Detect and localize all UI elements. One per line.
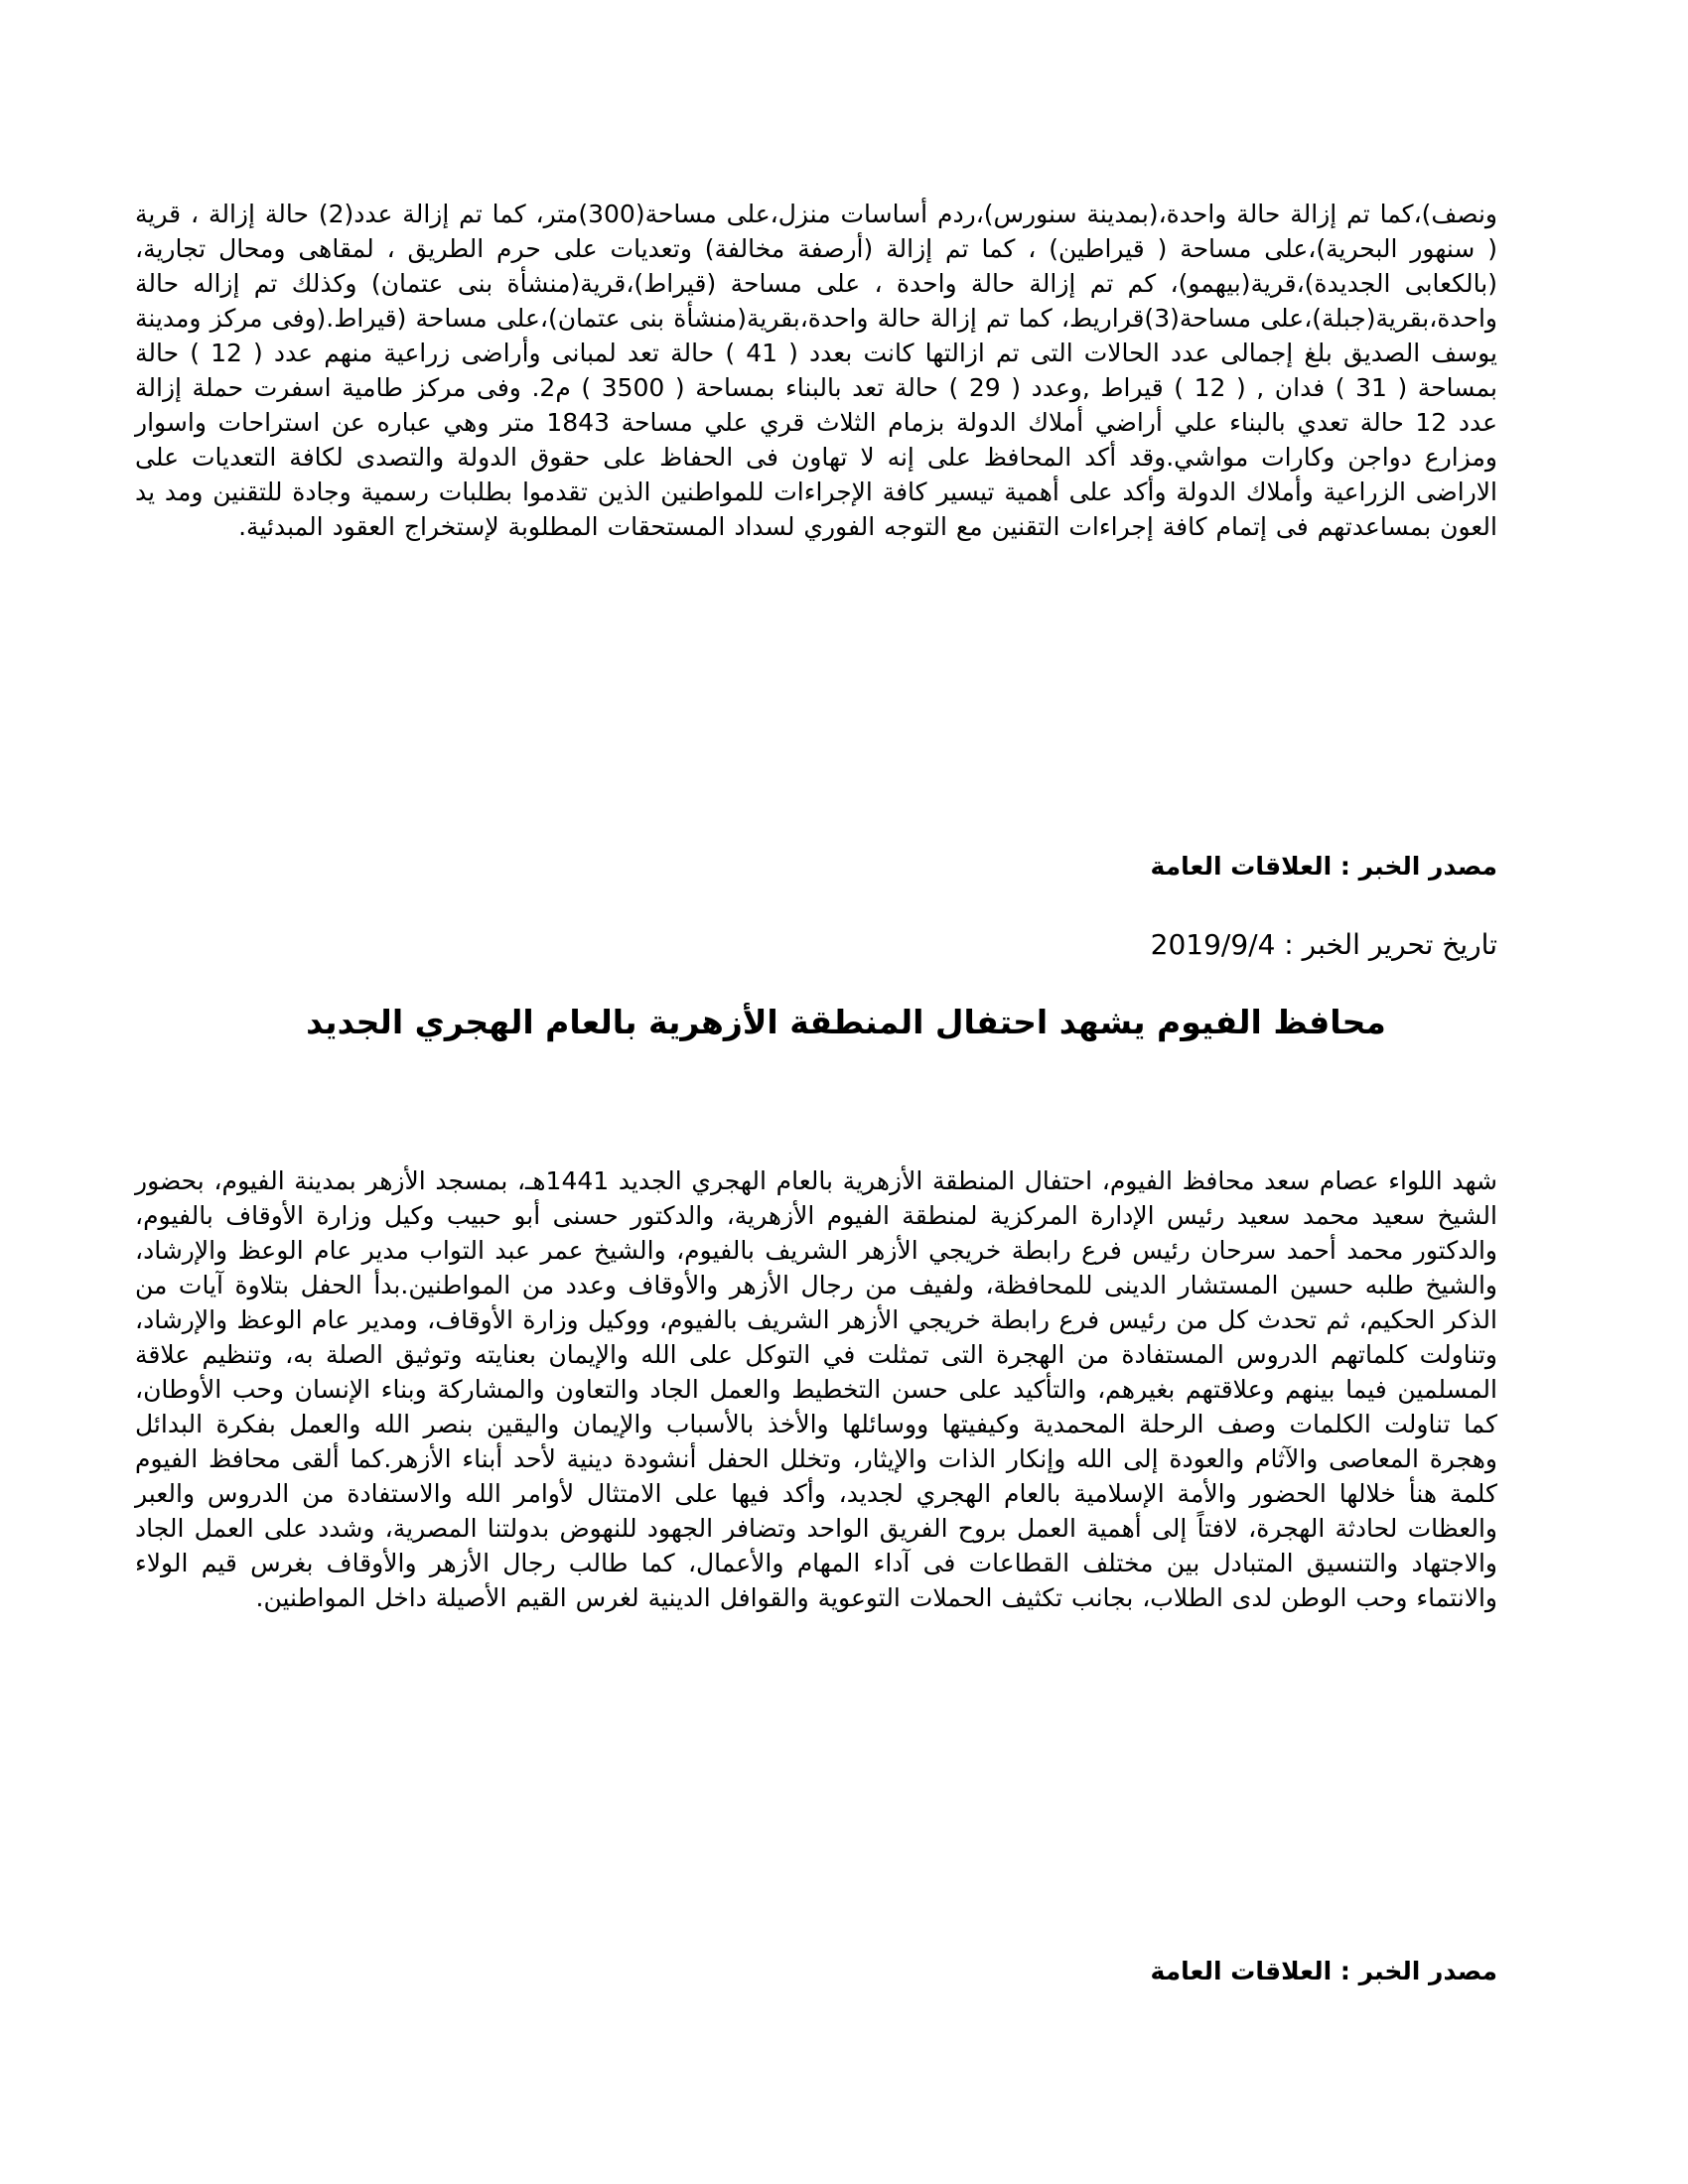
- article-1-source: مصدر الخبر : العلاقات العامة: [1150, 852, 1497, 881]
- article-1-body: ونصف)،كما تم إزالة حالة واحدة،(بمدينة سنورس)،ردم أساسات منزل،على مساحة(300)متر، كما تم إزالة عدد(2) حالة إزالة ، قرية ( سنهور البحرية)،على مساحة ( قيراطين) ، كما تم إزالة (أرصفة مخالفة) وتعديات على حرم الطريق ، لمقاهى ومحال تجارية،(بالكعابى الجديدة)،قرية(بيهمو)، كم تم إزالة حالة واحدة ، على مساحة (قيراط)،قرية(منشأة بنى عتمان) وكذلك تم إزاله حالة واحدة،بقرية(جبلة)،على مساحة(3)قراريط، كما تم إزالة حالة واحدة،بقرية(منشأة بنى عتمان)،على مساحة (قيراط.(وفى مركز ومدينة يوسف الصديق بلغ إجمالى عدد الحالات التى تم ازالتها كانت بعدد ( 41 ) حالة تعد لمبانى وأراضى زراعية منهم عدد ( 12 ) حالة بمساحة ( 31 ) فدان , ( 12 ) قيراط ,وعدد ( 29 ) حالة تعد بالبناء بمساحة ( 3500 ) م2. وفى مركز طامية اسفرت حملة إزالة عدد 12 حالة تعدي بالبناء علي أراضي أملاك الدولة بزمام الثلاث قري علي مساحة 1843 متر وهي عباره عن استراحات واسوار ومزارع دواجن وكارات مواشي.وقد أكد المحافظ على إنه لا تهاون فى الحفاظ على حقوق الدولة والتصدى لكافة التعديات على الاراضى الزراعية وأملاك الدولة وأكد على أهمية تيسير كافة الإجراءات للمواطنين الذين تقدموا بطلبات رسمية وجادة للتقنين ومد يد العون بمساعدتهم فى إتمام كافة إجراءات التقنين مع التوجه الفوري لسداد المستحقات المطلوبة لإستخراج العقود المبدئية.: [135, 200, 1498, 541]
- article-2-body: شهد اللواء عصام سعد محافظ الفيوم، احتفال المنطقة الأزهرية بالعام الهجري الجديد 1441هـ، بمسجد الأزهر بمدينة الفيوم، بحضور الشيخ سعيد محمد سعيد رئيس الإدارة المركزية لمنطقة الفيوم الأزهرية، والدكتور حسنى أبو حبيب وكيل وزارة الأوقاف بالفيوم، والدكتور محمد أحمد سرحان رئيس فرع رابطة خريجي الأزهر الشريف بالفيوم، والشيخ عمر عبد التواب مدير عام الوعظ والإرشاد، والشيخ طلبه حسين المستشار الدينى للمحافظة، ولفيف من رجال الأزهر والأوقاف وعدد من المواطنين.بدأ الحفل بتلاوة آيات من الذكر الحكيم، ثم تحدث كل من رئيس فرع رابطة خريجي الأزهر الشريف بالفيوم، ووكيل وزارة الأوقاف، ومدير عام الوعظ والإرشاد، وتناولت كلماتهم الدروس المستفادة من الهجرة التى تمثلت في التوكل على الله والإيمان بعنايته وتوثيق الصلة به، وتنظيم علاقة المسلمين فيما بينهم وعلاقتهم بغيرهم، والتأكيد على حسن التخطيط والعمل الجاد والتعاون والمشاركة وبناء الإنسان وحب الأوطان، كما تناولت الكلمات وصف الرحلة المحمدية وكيفيتها ووسائلها والأخذ بالأسباب والإيمان واليقين بنصر الله والعمل بفكرة البدائل وهجرة المعاصى والآثام والعودة إلى الله وإنكار الذات والإيثار، وتخلل الحفل أنشودة دينية لأحد أبناء الأزهر.كما ألقى محافظ الفيوم كلمة هنأ خلالها الحضور والأمة الإسلامية بالعام الهجري لجديد، وأكد فيها على الامتثال لأوامر الله والاستفادة من الدروس والعبر والعظات لحادثة الهجرة، لافتاً إلى أهمية العمل بروح الفريق الواحد وتضافر الجهود للنهوض بدولتنا المصرية، وشدد على العمل الجاد والاجتهاد والتنسيق المتبادل بين مختلف القطاعات فى آداء المهام والأعمال، كما طالب رجال الأزهر والأوقاف بغرس قيم الولاء والانتماء وحب الوطن لدى الطلاب، بجانب تكثيف الحملات التوعوية والقوافل الدينية لغرس القيم الأصيلة داخل المواطنين.: [135, 1166, 1497, 1612]
- article-1-date: تاريخ تحرير الخبر : 2019/9/4: [1150, 928, 1497, 961]
- article-2-source: مصدر الخبر : العلاقات العامة: [1150, 1957, 1497, 1985]
- article-2-headline: محافظ الفيوم يشهد احتفال المنطقة الأزهرية بالعام الهجري الجديد: [306, 1003, 1386, 1041]
